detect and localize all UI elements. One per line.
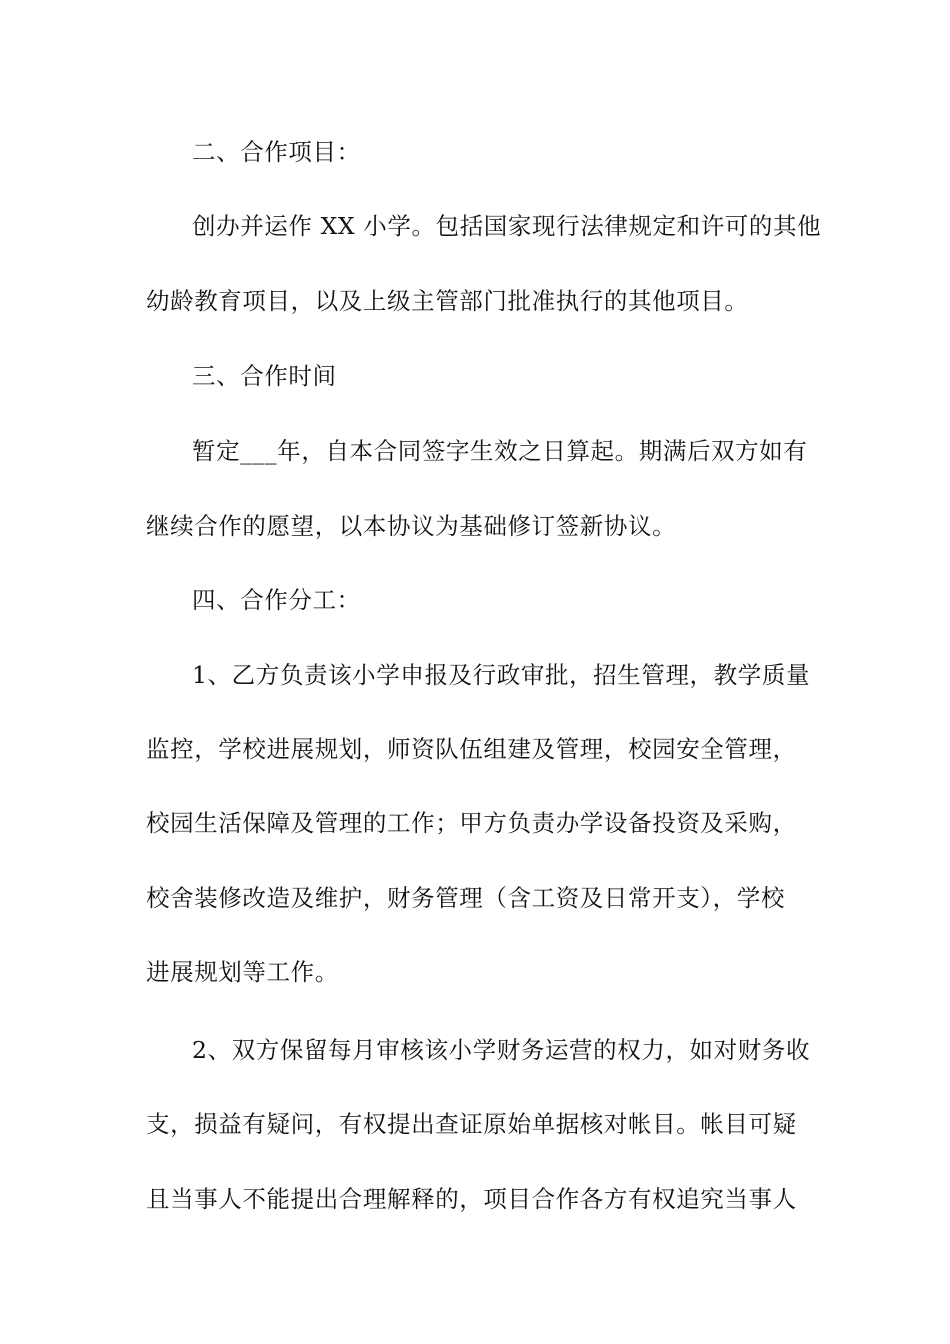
paragraph-line: 校园生活保障及管理的工作；甲方负责办学设备投资及采购， xyxy=(146,809,797,837)
paragraph-line: 创办并运作 XX 小学。包括国家现行法律规定和许可的其他 xyxy=(192,212,822,240)
paragraph-line: 进展规划等工作。 xyxy=(146,958,339,986)
paragraph-line: 1、乙方负责该小学申报及行政审批，招生管理，教学质量 xyxy=(192,661,811,689)
paragraph-line: 继续合作的愿望，以本协议为基础修订签新协议。 xyxy=(146,512,677,540)
paragraph-line: 且当事人不能提出合理解释的，项目合作各方有权追究当事人 xyxy=(146,1185,797,1213)
section-heading-cooperation-project: 二、合作项目： xyxy=(192,138,361,166)
paragraph-line: 监控，学校进展规划，师资队伍组建及管理，校园安全管理， xyxy=(146,735,797,763)
paragraph-line: 校舍装修改造及维护，财务管理（含工资及日常开支），学校 xyxy=(146,884,785,912)
paragraph-line: 暂定___年，自本合同签字生效之日算起。期满后双方如有 xyxy=(192,437,808,465)
paragraph-line: 支，损益有疑问，有权提出查证原始单据核对帐目。帐目可疑 xyxy=(146,1110,797,1138)
section-heading-cooperation-time: 三、合作时间 xyxy=(192,362,337,390)
paragraph-line: 幼龄教育项目，以及上级主管部门批准执行的其他项目。 xyxy=(146,287,749,315)
section-heading-division-of-work: 四、合作分工： xyxy=(192,586,361,614)
paragraph-line: 2、双方保留每月审核该小学财务运营的权力，如对财务收 xyxy=(192,1036,811,1064)
